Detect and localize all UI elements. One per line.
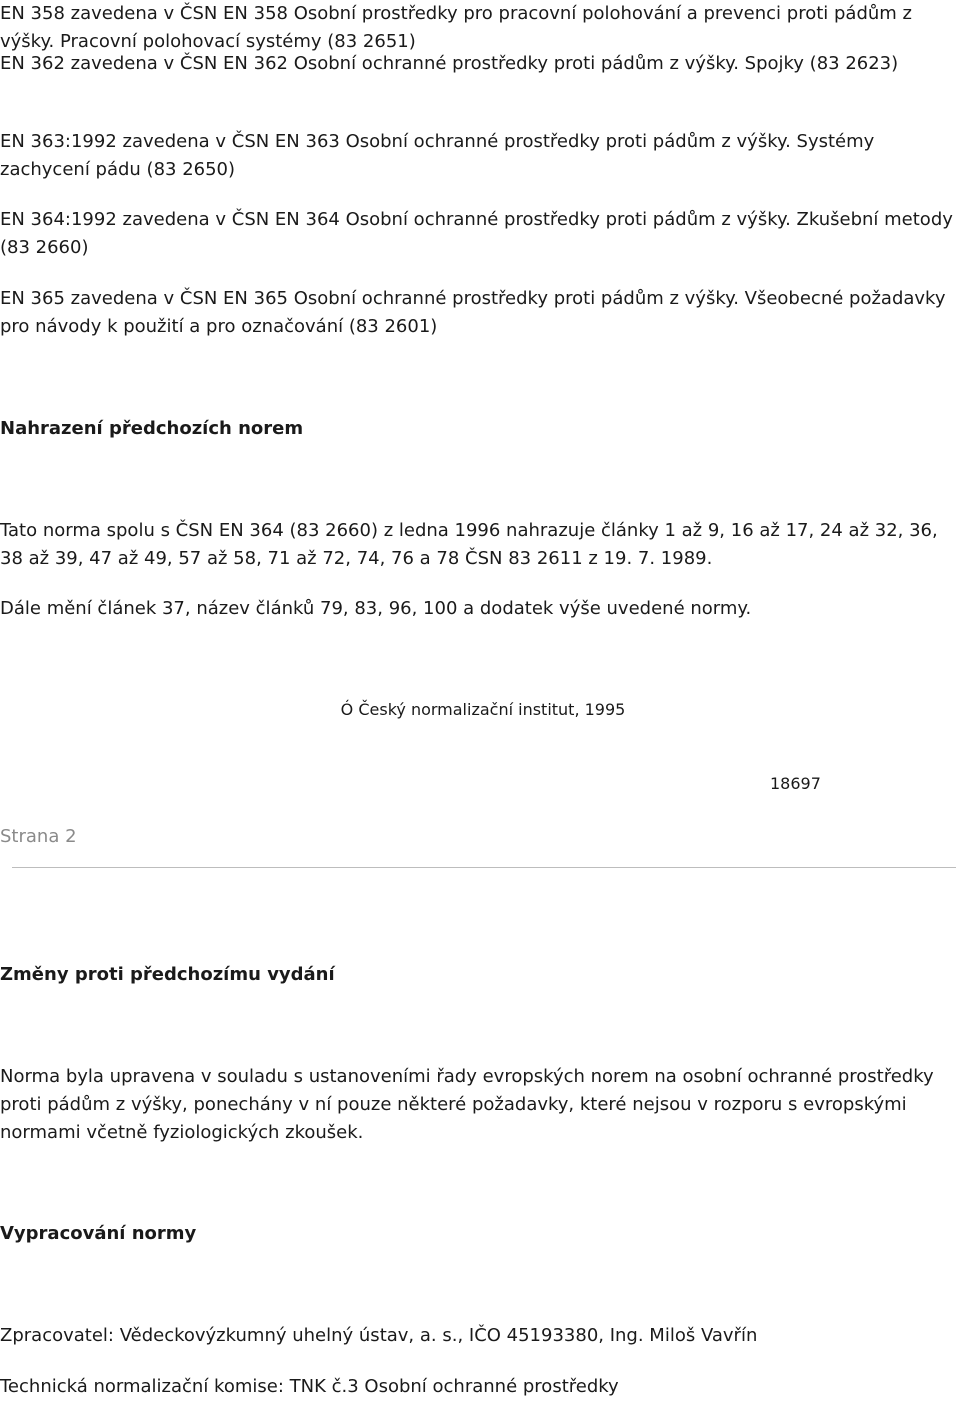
replacement-paragraph: Tato norma spolu s ČSN EN 364 (83 2660) z ledna 1996 nahrazuje články 1 až 9, 16 až 17, 24 až 32, 36, 38 až 39, 47 až 49, 57 až 58, 71 až 72, 74, 76 a 78 ČSN 83 2611 z 19. 7. 1989.: [0, 520, 938, 569]
document-number: 18697: [770, 774, 821, 793]
standard-item-en-362: EN 362 zavedena v ČSN EN 362 Osobní ochranné prostředky proti pádům z výšky. Spojky (83 2623): [0, 53, 899, 74]
page-label: Strana 2: [0, 826, 77, 847]
changes-heading: Změny proti předchozímu vydání: [0, 964, 335, 985]
standard-item-en-363: EN 363:1992 zavedena v ČSN EN 363 Osobní ochranné prostředky proti pádům z výšky. Systémy zachycení pádu (83 2650): [0, 131, 875, 180]
replacement-heading: Nahrazení předchozích norem: [0, 418, 304, 439]
preparation-heading: Vypracování normy: [0, 1223, 197, 1244]
standard-item-en-364: EN 364:1992 zavedena v ČSN EN 364 Osobní ochranné prostředky proti pádům z výšky. Zkušební metody (83 2660): [0, 209, 953, 258]
changes-paragraph: Norma byla upravena v souladu s ustanoveními řady evropských norem na osobní ochranné prostředky proti pádům z výšky, ponechány v ní pouze některé požadavky, které nejsou v rozporu s evropskými normami včetně fyziologických zkoušek.: [0, 1066, 934, 1143]
page-divider: [12, 867, 956, 868]
standard-item-en-365: EN 365 zavedena v ČSN EN 365 Osobní ochranné prostředky proti pádům z výšky. Všeobecné požadavky pro návody k použití a pro označování (83 2601): [0, 288, 946, 337]
committee-line: Technická normalizační komise: TNK č.3 Osobní ochranné prostředky: [0, 1376, 619, 1397]
copyright-notice: Ó Český normalizační institut, 1995: [340, 700, 626, 719]
standard-item-en-358: EN 358 zavedena v ČSN EN 358 Osobní prostředky pro pracovní polohování a prevenci proti pádům z výšky. Pracovní polohovací systémy (83 2651): [0, 3, 912, 52]
author-line: Zpracovatel: Vědeckovýzkumný uhelný ústav, a. s., IČO 45193380, Ing. Miloš Vavřín: [0, 1325, 758, 1346]
amendment-paragraph: Dále mění článek 37, název článků 79, 83, 96, 100 a dodatek výše uvedené normy.: [0, 598, 752, 619]
